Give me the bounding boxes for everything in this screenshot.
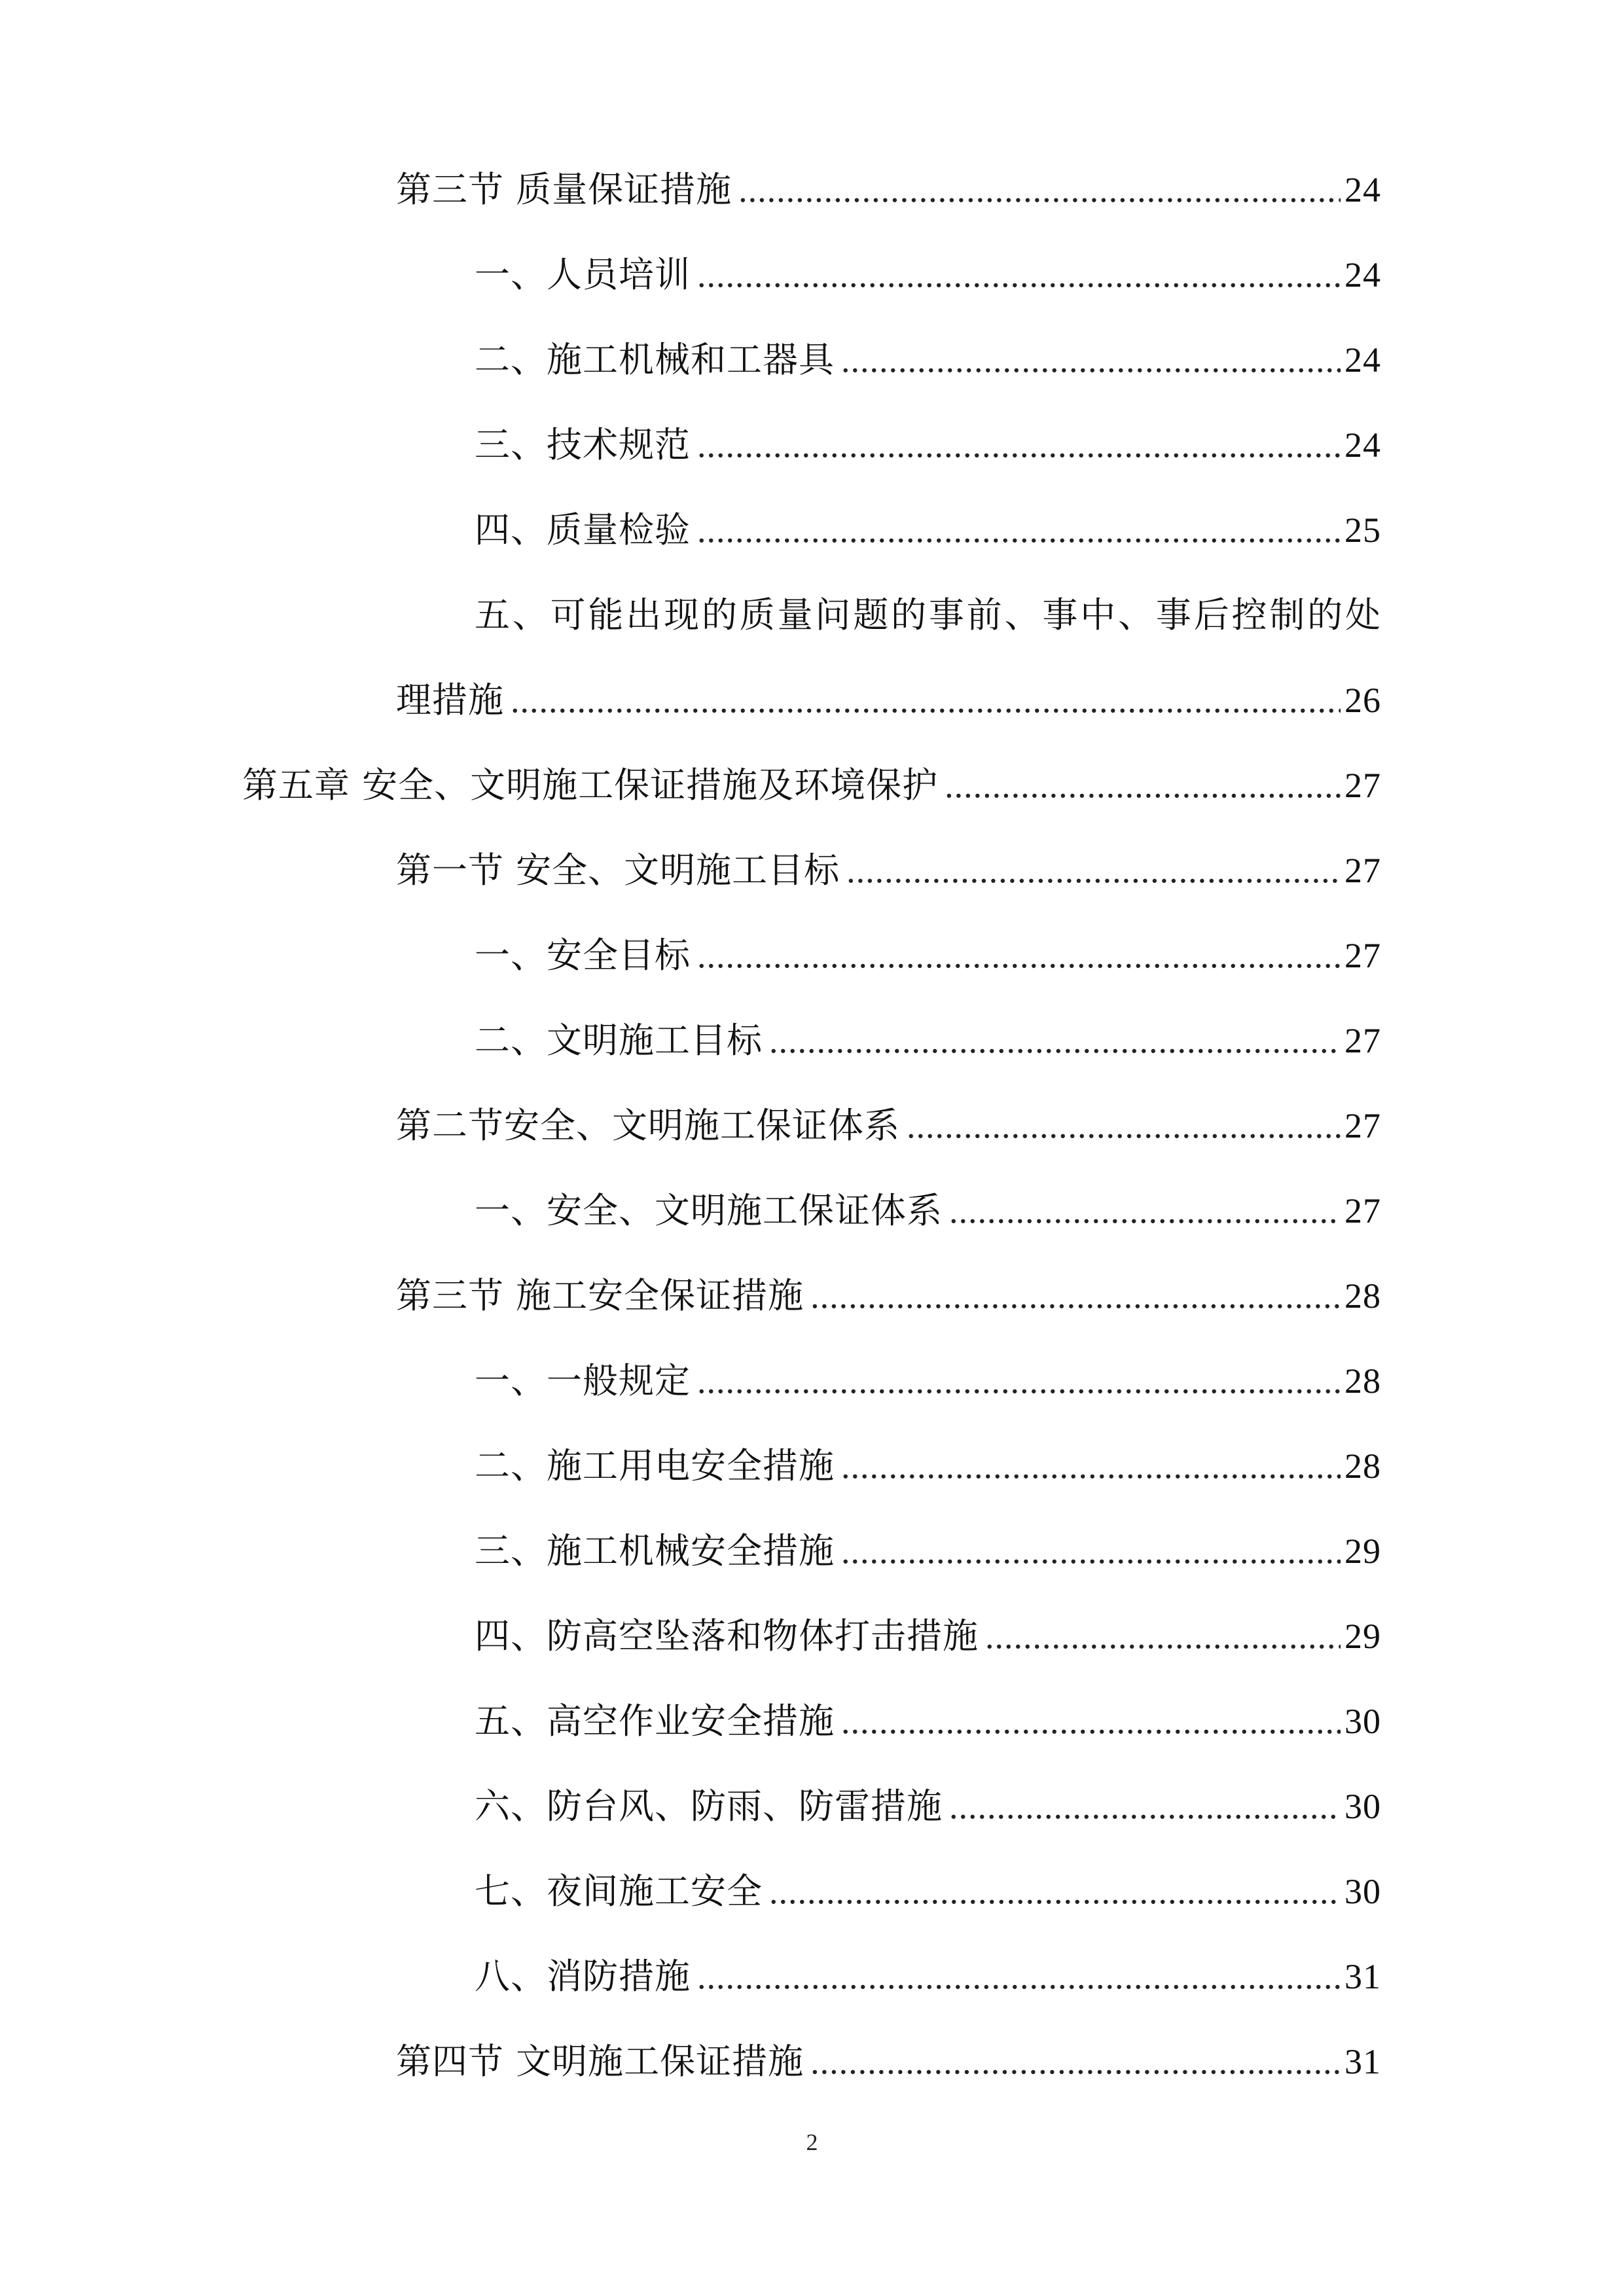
toc-entry-title: 第五章 安全、文明施工保证措施及环境保护 [242,764,939,806]
dot-leader [949,1784,1341,1829]
toc-entry-title: 第二节安全、文明施工保证体系 [396,1105,900,1146]
toc-entry-chapter-5[interactable] [242,762,1381,808]
dot-leader [511,677,1341,723]
toc-entry-title: 第四节 文明施工保证措施 [396,2041,804,2082]
toc-entry-quality-control-line1[interactable]: 五、可能出现的质量问题的事前、事中、事后控制的处 [475,594,1381,636]
toc-entry-title: 第三节 施工安全保证措施 [396,1275,804,1316]
toc-entry-page: 27 [1344,1106,1381,1145]
toc-entry-page: 30 [1344,1872,1381,1911]
dot-leader [949,1188,1341,1234]
dot-leader [769,1869,1341,1914]
dot-leader [907,1103,1341,1149]
dot-leader [841,337,1341,383]
toc-entry-title: 三、技术规范 [475,424,691,465]
toc-entry-page: 27 [1344,936,1381,975]
toc-entry-page: 25 [1344,511,1381,550]
dot-leader [810,1273,1341,1319]
toc-entry-page: 28 [1344,1361,1381,1401]
dot-leader [697,507,1341,553]
dot-leader [769,1018,1341,1064]
toc-entry-section-1-goals[interactable] [396,848,1381,893]
dot-leader [810,2039,1341,2085]
dot-leader [985,1613,1341,1659]
toc-entry-machinery-tools[interactable] [475,337,1381,383]
toc-entry-civilized-goals[interactable] [475,1018,1381,1064]
toc-entry-title: 第一节 安全、文明施工目标 [396,850,840,891]
toc-entry-quality-inspection[interactable] [475,507,1381,553]
toc-entry-title: 三、施工机械安全措施 [475,1530,835,1571]
toc-entry-section-2-system[interactable] [396,1103,1381,1149]
toc-entry-title: 一、安全、文明施工保证体系 [475,1190,943,1231]
toc-entry-fire-protection[interactable] [475,1954,1381,2000]
toc-entry-weather-protection[interactable] [475,1784,1381,1829]
toc-entry-page: 24 [1344,340,1381,380]
toc-entry-assurance-system[interactable] [475,1188,1381,1234]
toc-entry-page: 30 [1344,1702,1381,1741]
toc-entry-general-rules[interactable] [475,1358,1381,1404]
toc-entry-technical-specs[interactable] [475,422,1381,468]
toc-entry-page: 24 [1344,425,1381,465]
toc-entry-title: 四、质量检验 [475,509,691,550]
toc-entry-title: 五、高空作业安全措施 [475,1700,835,1742]
dot-leader [697,933,1341,978]
dot-leader [841,1443,1341,1489]
dot-leader [697,1358,1341,1404]
toc-entry-fall-protection[interactable] [475,1613,1381,1659]
toc-entry-page: 29 [1344,1532,1381,1571]
dot-leader [945,762,1341,808]
dot-leader [846,848,1341,893]
page-number: 2 [806,2129,818,2155]
toc-entry-section-4-civilized[interactable] [396,2039,1381,2085]
dot-leader [738,167,1341,213]
toc-entry-title: 一、人员培训 [475,254,691,295]
toc-entry-page: 31 [1344,2042,1381,2081]
toc-entry-page: 28 [1344,1276,1381,1316]
toc-entry-quality-control-line2[interactable] [396,677,1381,723]
toc-entry-title: 八、消防措施 [475,1956,691,1997]
toc-entry-page: 27 [1344,1021,1381,1060]
toc-entry-electrical-safety[interactable] [475,1443,1381,1489]
toc-entry-page: 27 [1344,1191,1381,1230]
toc-entry-height-work-safety[interactable] [475,1698,1381,1744]
toc-entry-section-3-quality[interactable] [396,167,1381,213]
toc-entry-page: 28 [1344,1446,1381,1486]
toc-entry-title: 理措施 [396,679,504,721]
toc-entry-title: 二、施工机械和工器具 [475,339,835,380]
toc-entry-page: 30 [1344,1787,1381,1826]
dot-leader [841,1698,1341,1744]
toc-entry-title: 二、施工用电安全措施 [475,1445,835,1486]
toc-entry-page: 24 [1344,170,1381,209]
toc-entry-title: 六、防台风、防雨、防雷措施 [475,1785,943,1827]
toc-entry-night-work-safety[interactable] [475,1869,1381,1914]
dot-leader [697,1954,1341,2000]
toc-entry-title: 二、文明施工目标 [475,1020,763,1061]
toc-entry-page: 29 [1344,1617,1381,1656]
toc-entry-page: 27 [1344,766,1381,805]
toc-entry-title: 四、防高空坠落和物体打击措施 [475,1615,979,1657]
toc-entry-title: 一、一般规定 [475,1360,691,1401]
toc-entry-page: 24 [1344,255,1381,295]
toc-entry-title: 七、夜间施工安全 [475,1871,763,1912]
toc-entry-machinery-safety[interactable] [475,1528,1381,1574]
dot-leader [841,1528,1341,1574]
toc-entry-page: 26 [1344,681,1381,720]
toc-entry-title: 第三节 质量保证措施 [396,169,732,210]
toc-entry-title: 一、安全目标 [475,935,691,976]
toc-entry-personnel-training[interactable] [475,252,1381,298]
toc-entry-page: 31 [1344,1957,1381,1996]
toc-entry-page: 27 [1344,851,1381,890]
dot-leader [697,252,1341,298]
dot-leader [697,422,1341,468]
toc-entry-safety-goals[interactable] [475,933,1381,978]
toc-entry-section-3-safety[interactable] [396,1273,1381,1319]
